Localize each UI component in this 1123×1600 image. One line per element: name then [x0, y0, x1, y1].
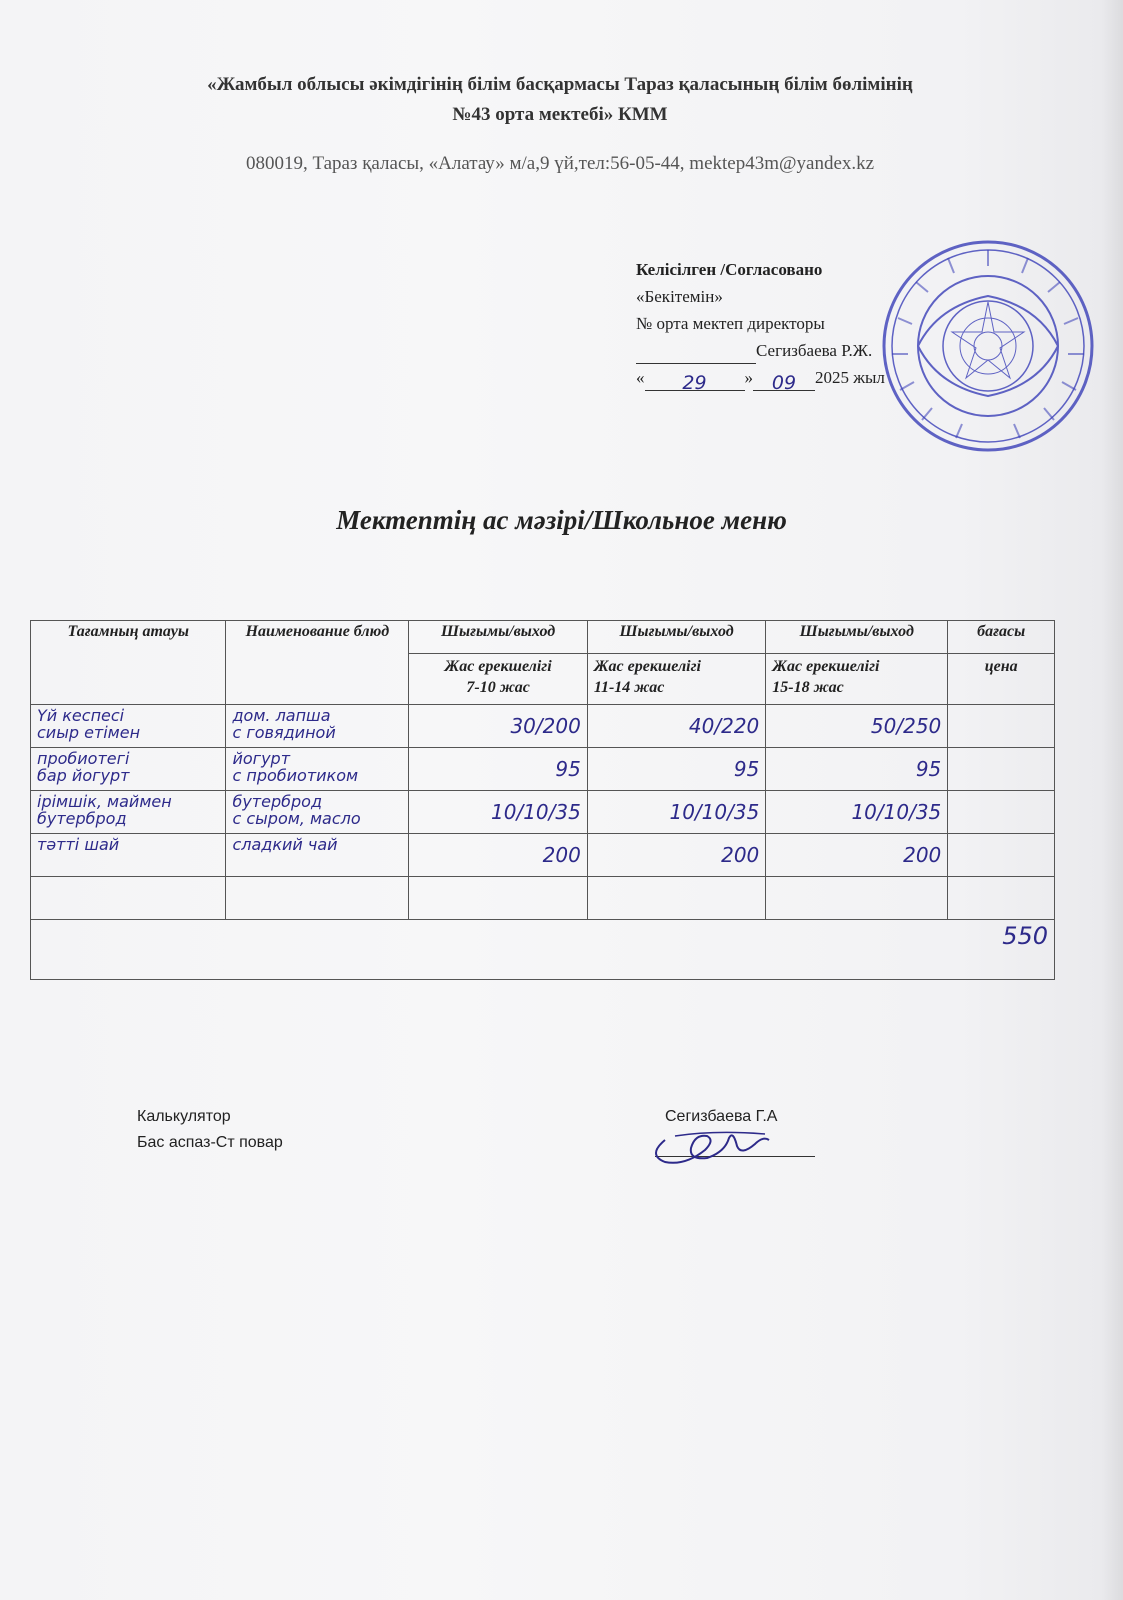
dish-name-kz: ірімшік, маймен бутерброд: [31, 791, 226, 834]
cook-name: Сегизбаева Г.А: [665, 1108, 778, 1125]
dish-name-ru: бутерброд с сыром, масло: [226, 791, 409, 834]
header-name-ru: Наименование блюд: [226, 621, 409, 705]
director-signature-line: [636, 337, 885, 364]
director-label: № орта мектеп директоры: [636, 314, 825, 333]
approval-block: [636, 256, 885, 394]
dish-name-kz: пробиотегі бар йогурт: [31, 748, 226, 791]
table-row: [31, 705, 1055, 748]
yield-age-11-14: 40/220: [587, 705, 765, 748]
yield-age-11-14: 95: [587, 748, 765, 791]
header-price-ru: цена: [948, 654, 1055, 705]
header-line-2: №43 орта мектебі» КММ: [452, 104, 668, 125]
dish-name-ru: дом. лапша с говядиной: [226, 705, 409, 748]
yield-age-11-14: 200: [587, 834, 765, 877]
header-yield-1: Шығымы/выход: [409, 621, 587, 654]
table-total-row: [31, 920, 1055, 980]
header-line-1: «Жамбыл облысы әкімдігінің білім басқармасы Тараз қаласының білім бөлімінің: [207, 74, 913, 95]
yield-age-7-10: 95: [409, 748, 587, 791]
yield-age-7-10: 30/200: [409, 705, 587, 748]
table-row-empty: [31, 877, 1055, 920]
director-name: Сегизбаева Р.Ж.: [756, 341, 873, 360]
calculator-label: Калькулятор: [137, 1108, 231, 1125]
header-age-2: Жас ерекшелігі 11-14 жас: [587, 654, 765, 705]
header-name-kz: Тағамның атауы: [31, 621, 226, 705]
yield-age-11-14: 10/10/35: [587, 791, 765, 834]
dish-name-kz: Үй кеспесі сиыр етімен: [31, 705, 226, 748]
approve-label: «Бекітемін»: [636, 287, 723, 306]
cook-signature: [645, 1100, 795, 1170]
menu-title: Мектептің ас мәзірі/Школьное меню: [336, 505, 787, 535]
header-age-3: Жас ерекшелігі 15-18 жас: [766, 654, 948, 705]
yield-age-15-18: 200: [766, 834, 948, 877]
dish-name-ru: йогурт с пробиотиком: [226, 748, 409, 791]
approval-date: « 29 » 09 2025 жыл: [636, 368, 885, 394]
total-price: 550: [1002, 922, 1048, 950]
price-cell: [948, 748, 1055, 791]
yield-age-15-18: 10/10/35: [766, 791, 948, 834]
agreed-label: Келісілген /Согласовано: [636, 260, 823, 279]
school-header: [60, 70, 1060, 130]
yield-age-7-10: 200: [409, 834, 587, 877]
table-row: [31, 748, 1055, 791]
school-address: 080019, Тараз қаласы, «Алатау» м/а,9 үй,тел:56-05-44, mektep43m@yandex.kz: [245, 153, 875, 174]
menu-table: [30, 620, 1055, 980]
table-row: [31, 791, 1055, 834]
header-yield-3: Шығымы/выход: [766, 621, 948, 654]
school-seal-stamp: [878, 236, 1098, 456]
price-cell: [948, 791, 1055, 834]
header-yield-2: Шығымы/выход: [587, 621, 765, 654]
table-header-row: [31, 621, 1055, 654]
dish-name-ru: сладкий чай: [226, 834, 409, 877]
yield-age-15-18: 50/250: [766, 705, 948, 748]
price-cell: [948, 834, 1055, 877]
header-price-kz: бағасы: [948, 621, 1055, 654]
approval-day: 29: [645, 370, 745, 391]
head-cook-label: Бас аспаз-Ст повар: [137, 1134, 283, 1151]
price-cell: [948, 705, 1055, 748]
approval-year: 2025 жыл: [815, 368, 885, 387]
page-edge-shadow: [1101, 0, 1123, 1600]
header-age-1: Жас ерекшелігі 7-10 жас: [409, 654, 587, 705]
yield-age-15-18: 95: [766, 748, 948, 791]
dish-name-kz: тәтті шай: [31, 834, 226, 877]
table-row: [31, 834, 1055, 877]
approval-month: 09: [753, 370, 815, 391]
total-cell: [31, 920, 1055, 980]
yield-age-7-10: 10/10/35: [409, 791, 587, 834]
